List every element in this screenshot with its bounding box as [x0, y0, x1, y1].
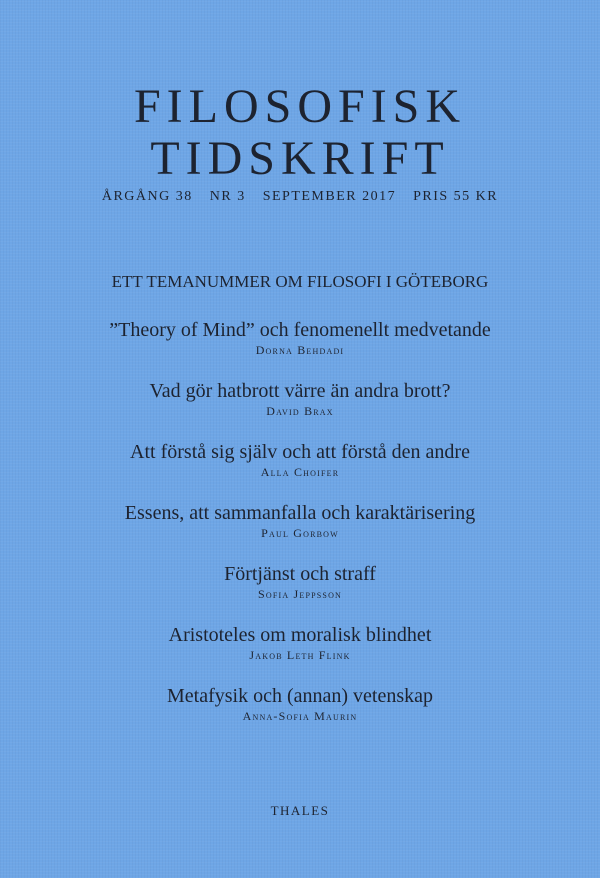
issue-number: NR 3: [209, 189, 246, 204]
article-title: Essens, att sammanfalla och karaktärisering: [124, 502, 476, 524]
article-title: Vad gör hatbrott värre än andra brott?: [149, 380, 451, 402]
masthead-line-2: TIDSKRIFT: [150, 132, 450, 185]
article-item: [0, 440, 600, 501]
article-title: Förtjänst och straff: [224, 563, 376, 585]
article-title: Aristoteles om moralisk blindhet: [168, 624, 432, 646]
issue-info: [0, 189, 600, 205]
article-item: [0, 684, 600, 745]
masthead-line-1: FILOSOFISK: [133, 80, 467, 133]
issue-date: SEPTEMBER 2017: [262, 189, 397, 204]
issue-volume: ÅRGÅNG 38: [101, 189, 193, 204]
theme-heading: ETT TEMANUMMER OM FILOSOFI I GÖTEBORG: [111, 272, 489, 291]
article-item: [0, 562, 600, 623]
article-item: [0, 379, 600, 440]
article-item: [0, 623, 600, 684]
article-author: Dorna Behdadi: [255, 343, 345, 357]
article-title: Metafysik och (annan) vetenskap: [166, 685, 433, 707]
article-item: [0, 501, 600, 562]
article-author: Alla Choifer: [260, 465, 340, 479]
article-author: David Brax: [266, 404, 334, 418]
article-title: ”Theory of Mind” och fenomenellt medvetande: [109, 319, 491, 341]
article-title: Att förstå sig själv och att förstå den andre: [130, 441, 470, 463]
article-author: Anna-Sofia Maurin: [242, 709, 358, 723]
article-item: [0, 318, 600, 379]
publisher-name: THALES: [270, 803, 330, 818]
article-author: Paul Gorbow: [261, 526, 339, 540]
article-list: [0, 318, 600, 745]
article-author: Jakob Leth Flink: [249, 648, 351, 662]
article-author: Sofia Jeppsson: [257, 587, 343, 601]
issue-price: PRIS 55 KR: [413, 189, 499, 204]
